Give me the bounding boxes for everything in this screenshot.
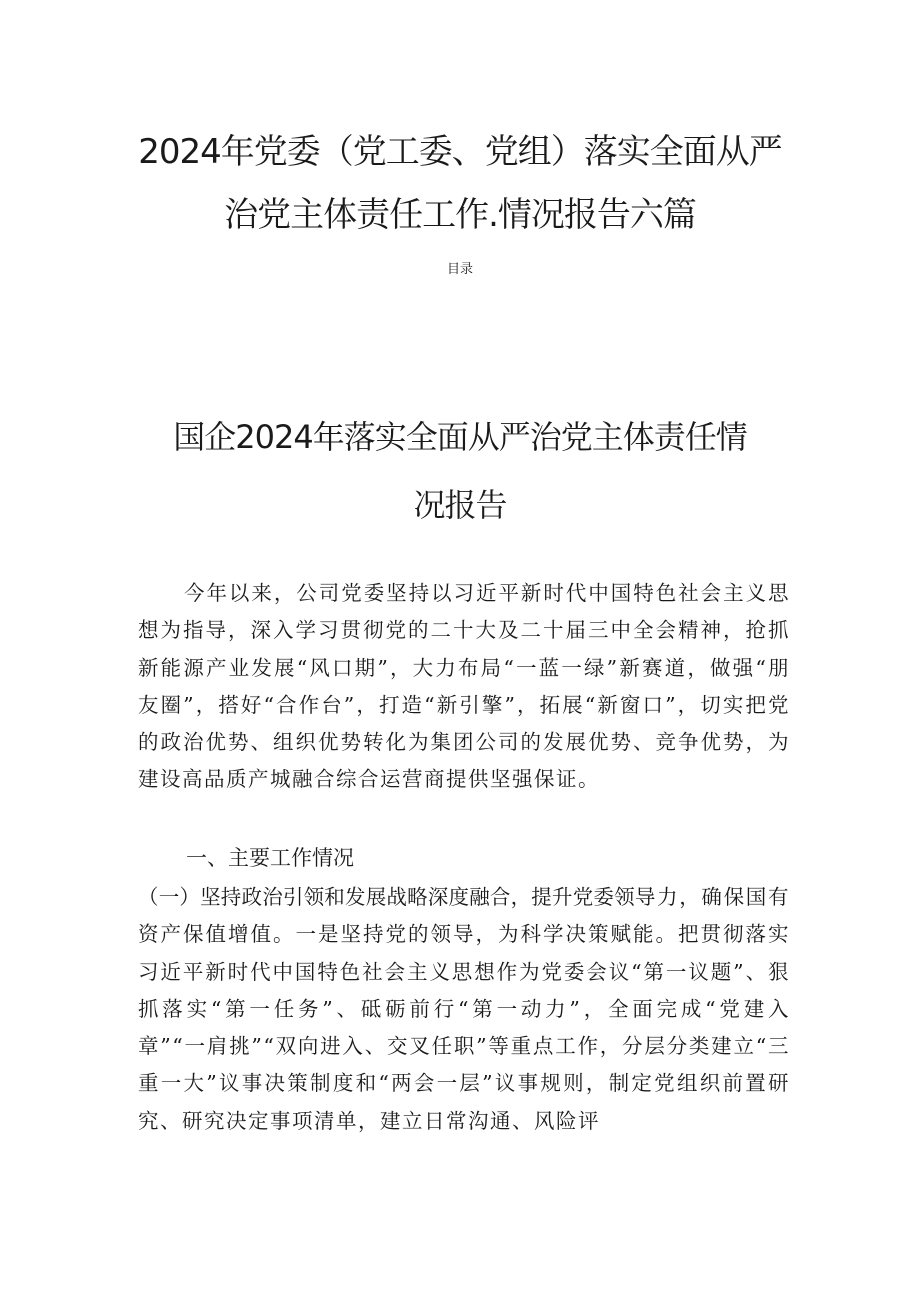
table-of-contents-label: 目录 <box>446 262 473 277</box>
intro-paragraph: 今年以来，公司党委坚持以习近平新时代中国特色社会主义思想为指导，深入学习贯彻党的二十大及二十届三中全会精神，抢抓新能源产业发展“风口期”，大力布局“一蓝一绿”新赛道，做强“朋友圈”，搭好“合作台”，打造“新引擎”，拓展“新窗口”，切实把党的政治优势、组织优势转化为集团公司的发展优势、竞争优势，为建设高品质产城融合综合运营商提供坚强保证。 <box>138 581 790 792</box>
document-title-line-1: 2024年党委（党工委、党组）落实全面从严 <box>138 132 782 172</box>
document-title-line-2: 治党主体责任工作.情况报告六篇 <box>224 195 696 235</box>
paragraph-political-leadership-text: 导力，确保国有资产保值增值。一是坚持党的领导，为科学决策赋能。把贯彻落实习近平新时代中国特色社会主义思想作为党委会议“第一议题”、狠抓落实“第一任务”、砥砺前行“第一动力”，全面完成“党建入章”“一肩挑”“双向进入、交叉任职”等重点工作，分层分类建立“三重一大”议事决策制度和“两会一层”议事规则，制定党组织前置研究、研究决定事项清单，建立日常沟通、风险评 <box>138 885 791 1133</box>
heading-main-work: 一、主要工作情况 <box>186 846 354 870</box>
paragraph-political-leadership <box>138 879 790 1140</box>
section-title-line-2: 况报告 <box>413 486 507 524</box>
sub-heading-political-leadership: （一）坚持政治引领和发展战略深度融合，提升党委领 <box>138 885 635 909</box>
section-title-line-1: 国企2024年落实全面从严治党主体责任情 <box>173 418 747 456</box>
